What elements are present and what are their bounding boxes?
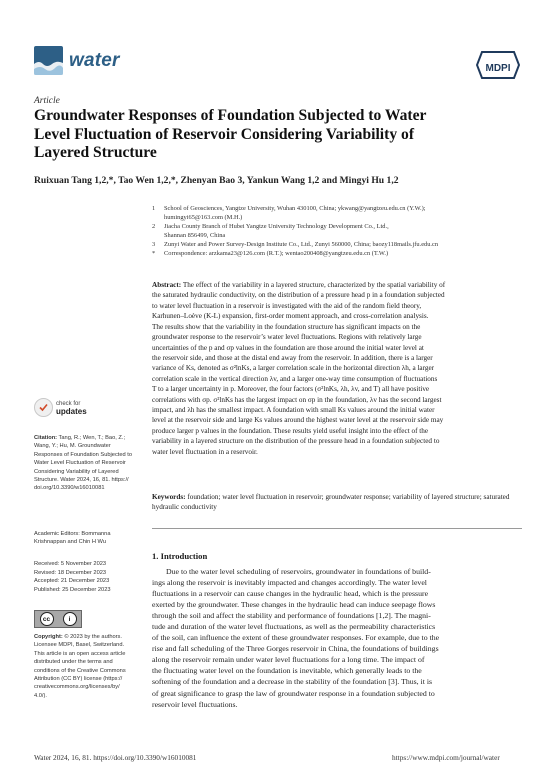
intro-line: ings along the reservoir is inevitably impacted and changes accordingly. The water level (152, 578, 427, 588)
abstract-line: Karhunen–Loève (K-L) expansion, first-order moment approach, and cross-correlation analysis. (152, 312, 429, 321)
journal-name: water (69, 49, 120, 71)
abstract-line: the saturated hydraulic conductivity, on the distribution of a pressure head p in a foundation subjected (152, 291, 445, 300)
section-heading: 1. Introduction (152, 551, 208, 561)
received-date: Received: 5 November 2023 (34, 561, 107, 567)
affiliation-row: Shannan 856499, China (164, 231, 226, 239)
abstract-line: variance of Ks, denoted as σ²lnKs, a larger correlation scale in the horizontal direction λh, a larger (152, 364, 435, 373)
intro-line: rise and fall scheduling of the Three Gorges reservoir in China, the foundations of buildings (152, 644, 439, 654)
copyright-line: Copyright: © 2023 by the authors. (34, 634, 122, 640)
intro-line: the fluctuating water level on the foundation is inevitable, which generally leads to the (152, 666, 422, 676)
citation-label: Citation: (34, 435, 58, 441)
footer-journal-link[interactable]: https://www.mdpi.com/journal/water (392, 753, 500, 762)
intro-line: tude and duration of the water level fluctuations, as well as the permeability characteristics (152, 622, 436, 632)
abstract-line: variability in a layered structure on the distribution of the pressure head in a foundation subjected to (152, 437, 440, 446)
abstract-line: correlations with σp. σ²lnKs has the largest impact on σp in the foundation, λv has the second largest (152, 395, 442, 404)
copyright-notice (34, 633, 142, 700)
copyright-line: 4.0/). (34, 692, 47, 699)
citation-line: Structure. Water 2024, 16, 81. https:// (34, 477, 129, 484)
intro-line: along the reservoir remain under water level fluctuations for a long time. The impact of (152, 655, 425, 665)
abstract-line: to water level fluctuation in a reservoir is investigated with the aid of the random field theory, (152, 301, 422, 310)
citation-line: Considering Variability of Layered (34, 468, 119, 475)
citation-doi-link[interactable]: doi.org/10.3390/w16010081 (34, 485, 105, 492)
citation-line: Water Level Fluctuation of Reservoir (34, 460, 126, 467)
citation-line: Wang, Y.; Hu, M. Groundwater (34, 443, 111, 450)
editors-line: Academic Editors: Bommanna (34, 531, 111, 537)
intro-line: through the soil and affect the stability and performance of foundations [1,2]. The magni- (152, 611, 431, 621)
abstract-label: Abstract: (152, 281, 182, 289)
affiliations (152, 205, 522, 258)
intro-line: exerted by the groundwater. These changes in the hydraulic head can induce seepage flows (152, 600, 436, 610)
citation-line: Responses of Foundation Subjected to (34, 451, 133, 458)
bookmark-check-icon (34, 398, 53, 417)
abstract-line: groundwater response to the reservoir’s water level fluctuations. Regions with relatively large (152, 333, 422, 342)
cc-by-license-badge[interactable] (34, 610, 82, 628)
abstract (152, 280, 522, 457)
title-line: Groundwater Responses of Foundation Subjected to Water (34, 107, 427, 124)
revised-date: Revised: 18 December 2023 (34, 569, 107, 576)
section-divider (152, 528, 522, 529)
affiliation-row: 1 School of Geosciences, Yangtze University, Wuhan 430100, China; ykwang@yangtzeu.edu.cn (Y.W.); (152, 205, 426, 212)
author-list: Ruixuan Tang 1,2,*, Tao Wen 1,2,*, Zhenyan Bao 3, Yankun Wang 1,2 and Mingyi Hu 1,2 (34, 175, 399, 186)
keywords-label: Keywords: (152, 493, 186, 501)
intro-line: of the soil, can influence the extent of these groundwater responses. For example, due to the (152, 633, 440, 643)
copyright-line: conditions of the Creative Commons (34, 667, 126, 674)
copyright-line: Attribution (CC BY) license (https:// (34, 676, 123, 683)
abstract-line: produce larger p values in the foundation. These results yield useful insight into the effect of the (152, 426, 429, 435)
affiliation-row: humingyi65@163.com (M.H.) (164, 213, 243, 221)
published-date: Published: 25 December 2023 (34, 586, 111, 593)
abstract-line: uncertainties of the p and σp values in the foundation are those around the initial water level at (152, 343, 424, 352)
check-for-updates-label: check for updates (56, 400, 87, 416)
abstract-line: level at the reservoir side and large Ks values around the highest water level at the reservoir side may (152, 416, 444, 425)
abstract-line: The results show that the variability in the foundation structure has significant impacts on the (152, 322, 421, 331)
citation-line: Citation: Tang, R.; Wen, T.; Bao, Z.; (34, 435, 126, 441)
intro-line: of great significance to grasp the law of groundwater response in a foundation subjected to (152, 688, 435, 698)
intro-line: fluctuations in a reservoir can cause changes in the hydraulic head, which is the pressure (152, 589, 429, 599)
affiliation-row: 2 Jiacha County Branch of Hubei Yangtze University Technology Development Co., Ltd., (152, 222, 389, 230)
check-for-updates-badge[interactable] (34, 398, 87, 417)
copyright-line: Licensee MDPI, Basel, Switzerland. (34, 642, 125, 649)
copyright-label: Copyright: (34, 634, 63, 640)
journal-logo (34, 46, 120, 75)
academic-editors (34, 530, 142, 547)
title-line: Layered Structure (34, 144, 157, 161)
abstract-line: the reservoir side, and those at the distal end away from the reservoir. In addition, there is a larger (152, 353, 433, 362)
affiliation-row: * Correspondence: arzkama23@126.com (R.T.); wentao200408@yangtzeu.edu.cn (T.W.) (152, 249, 389, 257)
attribution-icon: i (63, 612, 77, 626)
water-wave-icon (34, 46, 63, 75)
accepted-date: Accepted: 21 December 2023 (34, 578, 110, 585)
abstract-line: Abstract: The effect of the variability in a layered structure, characterized by the spatial variability of (152, 281, 446, 289)
intro-line: Due to the water level scheduling of reservoirs, groundwater in foundations of build- (166, 567, 431, 576)
publication-dates (34, 560, 142, 594)
citation-block (34, 434, 142, 493)
keywords-text: foundation; water level fluctuation in reservoir; groundwater response; variability of layered structure; saturated hydraulic conductivity (152, 493, 510, 512)
intro-line: reservoir level fluctuations. (152, 699, 238, 709)
mdpi-logo[interactable] (476, 50, 520, 80)
abstract-line: impact, and λh has the smallest impact. A foundation with small Ks values around the initial water (152, 406, 435, 415)
abstract-line: water level fluctuation in a reservoir. (152, 447, 258, 456)
copyright-line: This article is an open access article (34, 650, 126, 657)
introduction-text (152, 566, 522, 710)
cc-icon: cc (40, 612, 54, 626)
article-type: Article (34, 96, 60, 106)
title-line: Level Fluctuation of Reservoir Considering Variability of (34, 125, 415, 143)
affiliation-row: 3 Zunyi Water and Power Survey-Design Institute Co., Ltd., Zunyi 560000, China; baozy118mails.jfu.edu.cn (152, 240, 439, 248)
editors-line: Krishnappan and Chin H Wu (34, 539, 106, 546)
footer-citation[interactable]: Water 2024, 16, 81. https://doi.org/10.3390/w16010081 (34, 753, 197, 762)
copyright-line: distributed under the terms and (34, 659, 113, 666)
mdpi-wordmark: MDPI (485, 63, 511, 74)
keywords (152, 492, 522, 513)
article-title (34, 107, 524, 163)
abstract-line: T to a larger uncertainty in p. Moreover, the four factors (σ²lnKs, λh, λv, and T) all have positive (152, 385, 430, 394)
copyright-line: creativecommons.org/licenses/by/ (34, 684, 120, 691)
abstract-line: correlation scale in the vertical direction λv, and a larger one-way time consumption of fluctuations (152, 374, 438, 383)
intro-line: softening of the foundation and a decrease in the stability of the foundation [3]. Thus, it is (152, 677, 433, 687)
